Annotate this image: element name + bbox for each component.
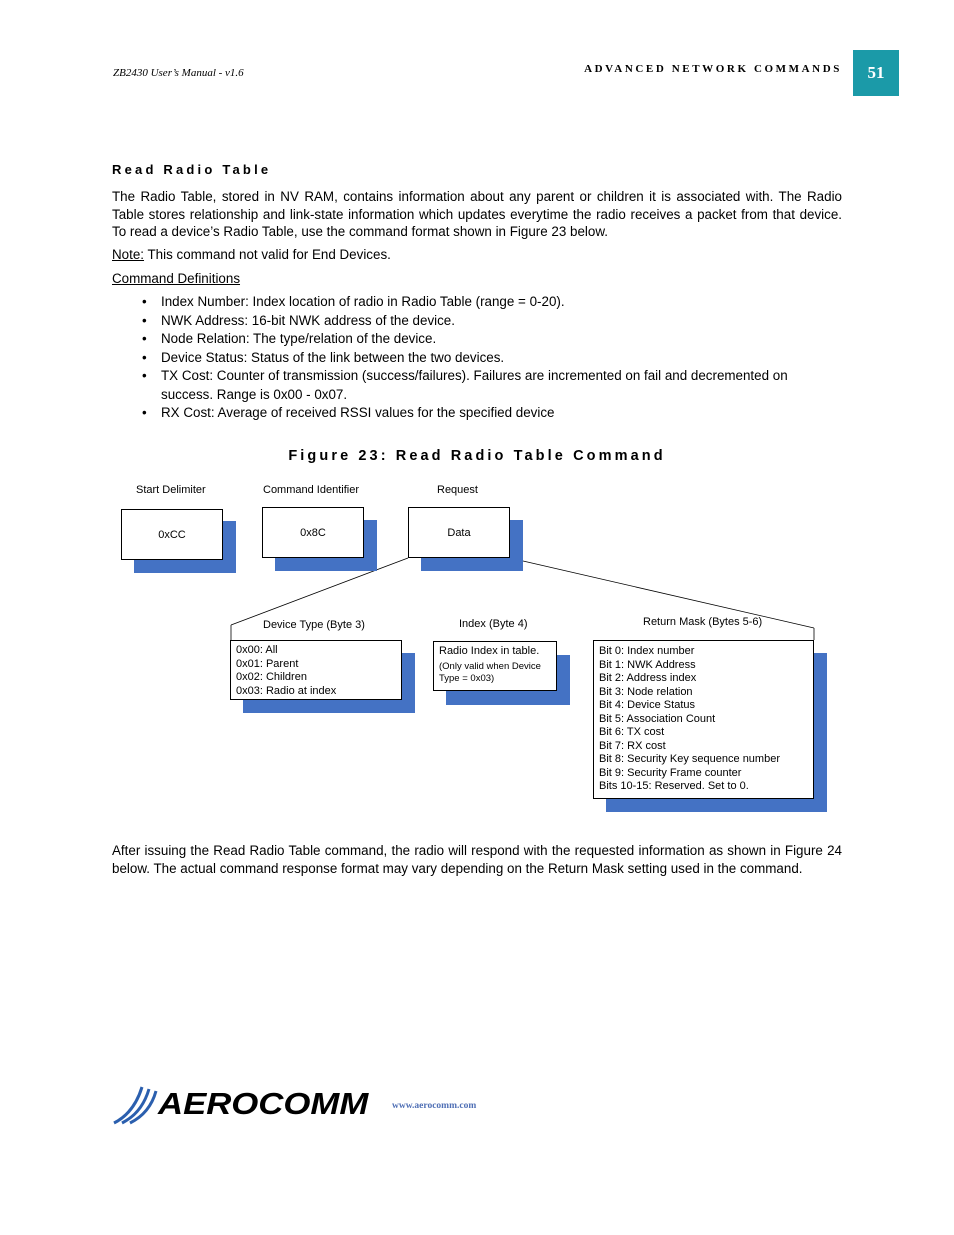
index-label: Index (Byte 4) xyxy=(459,618,528,630)
start-delimiter-box: 0xCC xyxy=(121,509,223,560)
figure-title: Figure 23: Read Radio Table Command xyxy=(288,448,666,464)
list-item: • NWK Address: 16-bit NWK address of the device. xyxy=(112,312,832,331)
list-item: • Index Number: Index location of radio in Radio Table (range = 0-20). xyxy=(112,293,832,312)
return-mask-label: Return Mask (Bytes 5-6) xyxy=(643,616,763,628)
bullet-icon: • xyxy=(142,349,147,365)
bullet-icon: • xyxy=(142,405,147,420)
list-item: • Device Status: Status of the link between the two devices. xyxy=(112,349,832,368)
footer-url[interactable]: www.aerocomm.com xyxy=(392,1101,477,1111)
command-identifier-box: 0x8C xyxy=(262,507,364,558)
request-box: Data xyxy=(408,507,510,558)
note-label: Note: xyxy=(112,247,145,262)
command-identifier-label: Command Identifier xyxy=(263,484,359,496)
chapter-title: ADVANCED NETWORK COMMANDS xyxy=(584,63,842,75)
list-item: • TX Cost: Counter of transmission (success/failures). Failures are incremented on fail and decremented on success. Range is 0x00 - 0x07. xyxy=(142,368,788,402)
intro-paragraph: The Radio Table, stored in NV RAM, contains information about any parent or children it is associated with. The Radio Table stores relationship and link-state information which updates everytime the radio receives a packet from that device. To read a device’s Radio Table, use the command format shown in Figure 23 below. xyxy=(112,189,842,239)
section-title: Read Radio Table xyxy=(112,162,272,177)
device-type-label: Device Type (Byte 3) xyxy=(263,619,365,631)
start-delimiter-label: Start Delimiter xyxy=(136,484,206,496)
bullet-icon: • xyxy=(142,312,147,328)
page-number: 51 xyxy=(853,50,899,96)
aerocomm-swoosh-icon xyxy=(112,1083,164,1127)
note-text: This command not valid for End Devices. xyxy=(144,247,391,262)
aerocomm-logo: AEROCOMM xyxy=(158,1086,369,1121)
list-item: • RX Cost: Average of received RSSI values for the specified device xyxy=(112,404,832,423)
device-type-box: 0x00: All 0x01: Parent 0x02: Children 0x03: Radio at index xyxy=(230,640,402,700)
return-mask-box: Bit 0: Index number Bit 1: NWK Address Bit 2: Address index Bit 3: Node relation Bit 4: Device Status Bit 5: Association Count Bit 6: TX cost Bit 7: RX cost Bit 8: Security Key sequence number Bit 9: Security Frame counter Bits 10-15: Reserved. Set to 0. xyxy=(593,640,814,799)
request-label: Request xyxy=(437,484,478,496)
definitions-heading: Command Definitions xyxy=(112,271,241,286)
list-item: • Node Relation: The type/relation of the device. xyxy=(112,330,832,349)
after-paragraph: After issuing the Read Radio Table command, the radio will respond with the requested information as shown in Figure 24 below. The actual command response format may vary depending on the Return Mask setting used in the command. xyxy=(112,843,842,876)
bullet-icon: • xyxy=(142,294,147,309)
manual-title: ZB2430 User’s Manual - v1.6 xyxy=(113,67,244,79)
index-box: Radio Index in table. (Only valid when Device Type = 0x03) xyxy=(433,641,557,691)
bullet-icon: • xyxy=(142,368,147,383)
bullet-icon: • xyxy=(142,331,147,346)
